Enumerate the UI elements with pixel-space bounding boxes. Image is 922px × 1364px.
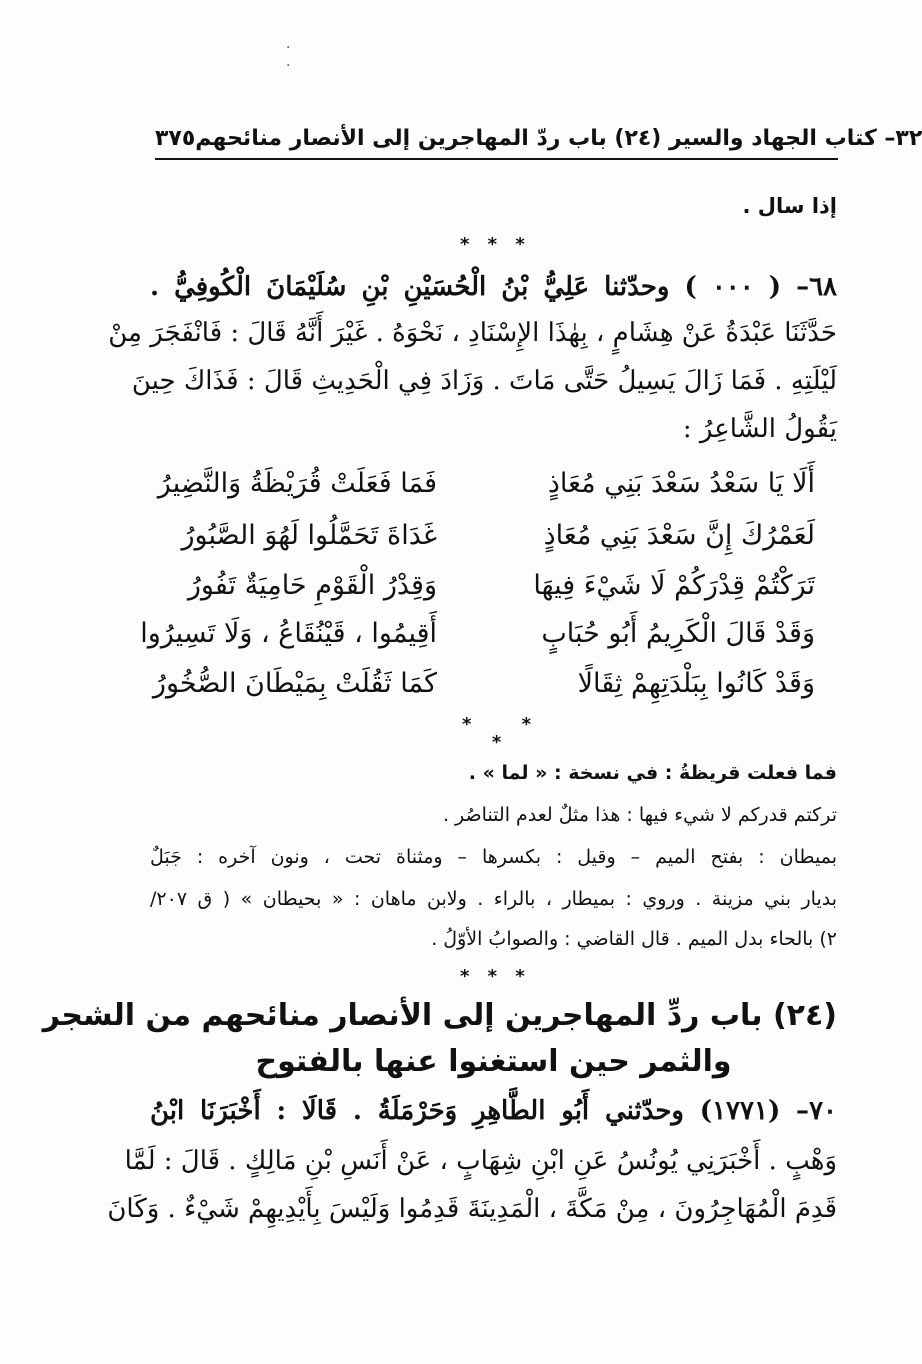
running-header	[155, 118, 922, 158]
scan-speck: ·	[286, 40, 291, 56]
section-separator: * * *	[460, 966, 531, 987]
hadith-68-line-3: لَيْلَتِهِ . فَمَا زَالَ يَسِيلُ حَتَّى مَاتَ . وَزَادَ فِي الْحَدِيثِ قَالَ : فَذَاكَ حِينَ	[131, 366, 837, 396]
chapter-title-line-2: والثمر حين استغنوا عنها بالفتوح	[255, 1044, 732, 1079]
header-rule	[155, 158, 838, 160]
continuation-line: إذا سال .	[742, 194, 837, 218]
hadith-68-line-4: يَقُولُ الشَّاعِرُ :	[682, 414, 837, 444]
poem-hemistich-right: وَقَدْ قَالَ الْكَرِيمُ أَبُو حُبَابٍ	[541, 618, 815, 649]
poem-hemistich-right: تَرَكْتُمْ قِدْرَكُمْ لَا شَيْءَ فِيهَا	[533, 570, 815, 601]
notes-separator: * * *	[462, 714, 554, 753]
poem-hemistich-left: وَقِدْرُ الْقَوْمِ حَامِيَةٌ تَفُورُ	[187, 570, 437, 601]
poem-hemistich-left: كَمَا ثَقُلَتْ بِمَيْطَانَ الصُّخُورُ	[152, 668, 437, 699]
note-4: بديار بني مزينة . وروي : بميطار ، بالراء . ولابن ماهان : « بحيطان » ( ق ٢٠٧/	[150, 888, 837, 910]
note-5: ٢) بالحاء بدل الميم . قال القاضي : والصوابُ الأوّلُ .	[431, 928, 837, 950]
note-3: بميطان : بفتح الميم – وقيل : بكسرها – ومثناة تحت ، ونون آخره : جَبَلٌ	[150, 846, 837, 868]
page-number: ٣٧٥	[155, 125, 196, 151]
hadith-70-line-1: ٧٠– (١٧٧١) وحدّثني أَبُو الطَّاهِرِ وَحَرْمَلَةُ . قَالَا : أَخْبَرَنَا ابْنُ	[150, 1096, 837, 1126]
header-title: ٣٢– كتاب الجهاد والسير (٢٤) باب ردّ المهاجرين إلى الأنصار منائحهم	[195, 125, 922, 151]
note-1: فما فعلت قريظةُ : في نسخة : « لما » .	[468, 762, 837, 784]
scan-speck: ·	[286, 58, 291, 74]
poem-hemistich-right: وَقَدْ كَانُوا بِبَلْدَتِهِمْ ثِقَالًا	[577, 668, 815, 699]
poem-hemistich-right: أَلَا يَا سَعْدُ سَعْدَ بَنِي مُعَاذٍ	[547, 468, 815, 499]
poem-hemistich-left: فَمَا فَعَلَتْ قُرَيْظَةُ وَالنَّضِيرُ	[157, 468, 437, 499]
chapter-title-line-1: (٢٤) باب ردِّ المهاجرين إلى الأنصار منائحهم من الشجر	[42, 998, 837, 1033]
poem-hemistich-left: أَقِيمُوا ، قَيْنُقَاعُ ، وَلَا تَسِيرُوا	[140, 618, 437, 649]
hadith-70-line-3: قَدِمَ الْمُهَاجِرُونَ ، مِنْ مَكَّةَ ، الْمَدِينَةَ قَدِمُوا وَلَيْسَ بِأَيْدِيهِمْ شَيْءٌ . وَكَانَ	[107, 1194, 837, 1224]
hadith-68-line-2: حَدَّثَنَا عَبْدَةُ عَنْ هِشَامٍ ، بِهٰذَا الإِسْنَادِ ، نَحْوَهُ . غَيْرَ أَنَّهُ قَالَ : فَانْفَجَرَ مِنْ	[108, 318, 837, 348]
section-separator: * * *	[460, 234, 531, 255]
poem-hemistich-right: لَعَمْرُكَ إِنَّ سَعْدَ بَنِي مُعَاذٍ	[543, 520, 815, 551]
poem-hemistich-left: غَدَاةَ تَحَمَّلُوا لَهُوَ الصَّبُورُ	[181, 520, 437, 551]
hadith-68-line-1: ٦٨– ( ٠٠٠ ) وحدّثنا عَلِيُّ بْنُ الْحُسَيْنِ بْنِ سُلَيْمَانَ الْكُوفِيُّ .	[150, 272, 838, 302]
hadith-70-line-2: وَهْبٍ . أَخْبَرَنِي يُونُسُ عَنِ ابْنِ شِهَابٍ ، عَنْ أَنَسِ بْنِ مَالِكٍ . قَالَ : لَمَّا	[124, 1146, 837, 1176]
note-2: تركتم قدركم لا شيء فيها : هذا مثلٌ لعدم التناصُر .	[442, 804, 837, 826]
